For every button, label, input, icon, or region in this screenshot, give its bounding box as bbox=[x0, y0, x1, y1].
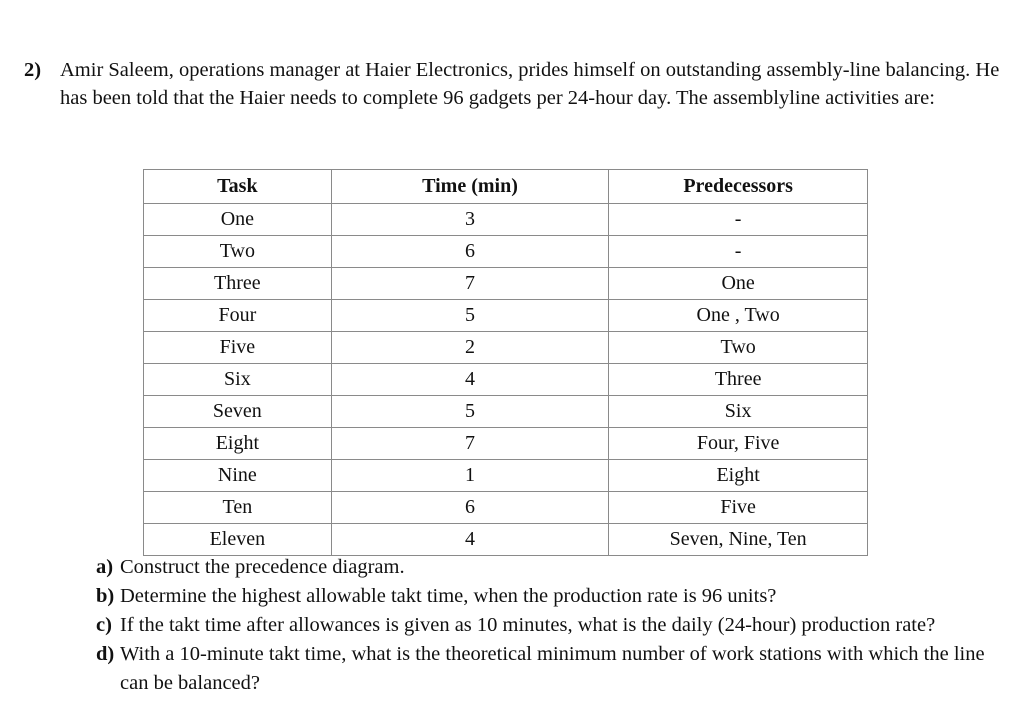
task-cell: Eight bbox=[144, 428, 332, 460]
task-cell: Five bbox=[144, 332, 332, 364]
question-c bbox=[96, 611, 996, 640]
time-cell: 4 bbox=[331, 524, 609, 556]
time-cell: 6 bbox=[331, 492, 609, 524]
task-cell: Four bbox=[144, 300, 332, 332]
question-text: If the takt time after allowances is given as 10 minutes, what is the daily (24-hour) production rate? bbox=[120, 614, 936, 636]
question-label: c) bbox=[96, 614, 112, 636]
time-cell: 5 bbox=[331, 396, 609, 428]
task-cell: Six bbox=[144, 364, 332, 396]
time-cell: 5 bbox=[331, 300, 609, 332]
task-cell: Eleven bbox=[144, 524, 332, 556]
question-label: a) bbox=[96, 556, 114, 578]
header-time: Time (min) bbox=[331, 170, 609, 204]
task-cell: Ten bbox=[144, 492, 332, 524]
question-text: Determine the highest allowable takt time, when the production rate is 96 units? bbox=[120, 585, 777, 607]
problem-number: 2) bbox=[24, 59, 42, 81]
predecessors-cell: Four, Five bbox=[609, 428, 868, 460]
table-row bbox=[144, 492, 868, 524]
problem-text: Amir Saleem, operations manager at Haier Electronics, prides himself on outstanding assembly-line balancing. He has been told that the Haier needs to complete 96 gadgets per 24-hour day. The assemblyline activities are: bbox=[60, 59, 1000, 109]
table-row bbox=[144, 524, 868, 556]
question-text: With a 10-minute takt time, what is the theoretical minimum number of work stations with which the line can be balanced? bbox=[120, 643, 985, 694]
table-row bbox=[144, 332, 868, 364]
time-cell: 6 bbox=[331, 236, 609, 268]
task-cell: Seven bbox=[144, 396, 332, 428]
question-b bbox=[96, 582, 996, 611]
header-predecessors: Predecessors bbox=[609, 170, 868, 204]
time-cell: 7 bbox=[331, 428, 609, 460]
table-row bbox=[144, 268, 868, 300]
time-cell: 2 bbox=[331, 332, 609, 364]
task-cell: Two bbox=[144, 236, 332, 268]
task-cell: One bbox=[144, 204, 332, 236]
question-list bbox=[96, 553, 996, 698]
question-a bbox=[96, 553, 996, 582]
question-d bbox=[96, 640, 996, 698]
predecessors-cell: Eight bbox=[609, 460, 868, 492]
table-row bbox=[144, 364, 868, 396]
task-cell: Three bbox=[144, 268, 332, 300]
table-row bbox=[144, 428, 868, 460]
time-cell: 7 bbox=[331, 268, 609, 300]
question-text: Construct the precedence diagram. bbox=[120, 556, 405, 578]
table-row bbox=[144, 396, 868, 428]
time-cell: 1 bbox=[331, 460, 609, 492]
table-row bbox=[144, 236, 868, 268]
predecessors-cell: One , Two bbox=[609, 300, 868, 332]
problem-statement bbox=[24, 56, 1004, 112]
predecessors-cell: Six bbox=[609, 396, 868, 428]
time-cell: 3 bbox=[331, 204, 609, 236]
task-table bbox=[143, 169, 868, 556]
predecessors-cell: Five bbox=[609, 492, 868, 524]
table-row bbox=[144, 204, 868, 236]
predecessors-cell: One bbox=[609, 268, 868, 300]
predecessors-cell: Seven, Nine, Ten bbox=[609, 524, 868, 556]
task-cell: Nine bbox=[144, 460, 332, 492]
table-row bbox=[144, 300, 868, 332]
question-label: d) bbox=[96, 643, 115, 665]
time-cell: 4 bbox=[331, 364, 609, 396]
predecessors-cell: Three bbox=[609, 364, 868, 396]
predecessors-cell: - bbox=[609, 236, 868, 268]
header-task: Task bbox=[144, 170, 332, 204]
table-header-row bbox=[144, 170, 868, 204]
predecessors-cell: - bbox=[609, 204, 868, 236]
question-label: b) bbox=[96, 585, 115, 607]
predecessors-cell: Two bbox=[609, 332, 868, 364]
table-row bbox=[144, 460, 868, 492]
